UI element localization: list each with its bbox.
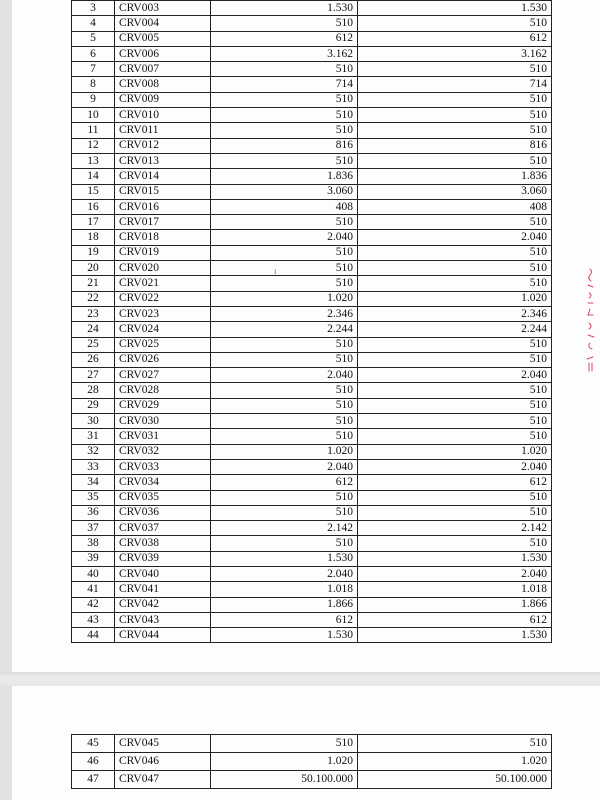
amount-cell: 612: [211, 475, 358, 490]
document-page-1: [12, 0, 600, 672]
code-cell: CRV011: [115, 123, 211, 138]
code-cell: CRV017: [115, 215, 211, 230]
data-table-page-2: [71, 734, 552, 789]
handwritten-annotation-icon: [580, 265, 598, 375]
row-number-cell: 31: [72, 429, 115, 444]
amount-cell: 510: [211, 505, 358, 520]
total-cell: 510: [358, 245, 552, 260]
row-number-cell: 40: [72, 566, 115, 581]
code-cell: CRV042: [115, 597, 211, 612]
table-row: [72, 459, 552, 474]
total-cell: 510: [358, 215, 552, 230]
total-cell: 612: [358, 475, 552, 490]
total-cell: 1.020: [358, 753, 552, 771]
table-row: [72, 536, 552, 551]
total-cell: 510: [358, 261, 552, 276]
table-row: [72, 475, 552, 490]
row-number-cell: 11: [72, 123, 115, 138]
table-row: [72, 414, 552, 429]
table-row: [72, 444, 552, 459]
code-cell: CRV038: [115, 536, 211, 551]
total-cell: 2.040: [358, 230, 552, 245]
code-cell: CRV022: [115, 291, 211, 306]
code-cell: CRV029: [115, 398, 211, 413]
row-number-cell: 19: [72, 245, 115, 260]
code-cell: CRV037: [115, 521, 211, 536]
table-row: [72, 199, 552, 214]
page-separator: [0, 672, 600, 686]
row-number-cell: 41: [72, 582, 115, 597]
code-cell: CRV014: [115, 169, 211, 184]
code-cell: CRV015: [115, 184, 211, 199]
total-cell: 1.020: [358, 444, 552, 459]
amount-cell: 1.020: [211, 753, 358, 771]
total-cell: 1.836: [358, 169, 552, 184]
table-row: [72, 735, 552, 753]
amount-cell: 510: [211, 261, 358, 276]
total-cell: 2.040: [358, 368, 552, 383]
row-number-cell: 17: [72, 215, 115, 230]
total-cell: 510: [358, 352, 552, 367]
row-number-cell: 13: [72, 153, 115, 168]
table-row: [72, 628, 552, 643]
table-row: [72, 291, 552, 306]
code-cell: CRV045: [115, 735, 211, 753]
row-number-cell: 28: [72, 383, 115, 398]
amount-cell: 510: [211, 352, 358, 367]
table-row: [72, 77, 552, 92]
row-number-cell: 24: [72, 322, 115, 337]
total-cell: 612: [358, 31, 552, 46]
amount-cell: 510: [211, 735, 358, 753]
row-number-cell: 35: [72, 490, 115, 505]
total-cell: 816: [358, 138, 552, 153]
total-cell: 1.530: [358, 628, 552, 643]
row-number-cell: 8: [72, 77, 115, 92]
table-row: [72, 184, 552, 199]
amount-cell: 510: [211, 490, 358, 505]
total-cell: 510: [358, 62, 552, 77]
code-cell: CRV023: [115, 306, 211, 321]
amount-cell: 510: [211, 276, 358, 291]
row-number-cell: 30: [72, 414, 115, 429]
code-cell: CRV008: [115, 77, 211, 92]
code-cell: CRV047: [115, 771, 211, 789]
row-number-cell: 16: [72, 199, 115, 214]
data-table-page-1: [71, 0, 552, 643]
total-cell: 1.530: [358, 551, 552, 566]
code-cell: CRV044: [115, 628, 211, 643]
code-cell: CRV025: [115, 337, 211, 352]
amount-cell: 2.142: [211, 521, 358, 536]
table-row: [72, 306, 552, 321]
table-row: [72, 16, 552, 31]
amount-cell: 2.040: [211, 459, 358, 474]
total-cell: 1.018: [358, 582, 552, 597]
total-cell: 510: [358, 505, 552, 520]
table-row: [72, 169, 552, 184]
row-number-cell: 38: [72, 536, 115, 551]
table-row: [72, 108, 552, 123]
table-row: [72, 753, 552, 771]
amount-cell: 510: [211, 245, 358, 260]
code-cell: CRV027: [115, 368, 211, 383]
code-cell: CRV043: [115, 612, 211, 627]
total-cell: 50.100.000: [358, 771, 552, 789]
amount-cell: 510: [211, 398, 358, 413]
code-cell: CRV005: [115, 31, 211, 46]
total-cell: 510: [358, 337, 552, 352]
amount-cell: 1.836: [211, 169, 358, 184]
code-cell: CRV040: [115, 566, 211, 581]
table-row: [72, 31, 552, 46]
row-number-cell: 29: [72, 398, 115, 413]
amount-cell: 510: [211, 429, 358, 444]
total-cell: 510: [358, 414, 552, 429]
amount-cell: 510: [211, 383, 358, 398]
row-number-cell: 10: [72, 108, 115, 123]
code-cell: CRV009: [115, 92, 211, 107]
amount-cell: 1.866: [211, 597, 358, 612]
code-cell: CRV032: [115, 444, 211, 459]
table-row: [72, 521, 552, 536]
total-cell: 3.162: [358, 46, 552, 61]
code-cell: CRV041: [115, 582, 211, 597]
total-cell: 510: [358, 123, 552, 138]
total-cell: 1.866: [358, 597, 552, 612]
table-row: [72, 138, 552, 153]
table-body-page-2: [72, 735, 552, 789]
table-row: [72, 215, 552, 230]
total-cell: 510: [358, 398, 552, 413]
row-number-cell: 36: [72, 505, 115, 520]
amount-cell: 1.530: [211, 628, 358, 643]
amount-cell: 1.530: [211, 551, 358, 566]
amount-cell: 2.244: [211, 322, 358, 337]
amount-cell: 2.040: [211, 368, 358, 383]
total-cell: 408: [358, 199, 552, 214]
amount-cell: 1.018: [211, 582, 358, 597]
row-number-cell: 22: [72, 291, 115, 306]
code-cell: CRV007: [115, 62, 211, 77]
code-cell: CRV036: [115, 505, 211, 520]
amount-cell: 3.060: [211, 184, 358, 199]
table-row: [72, 582, 552, 597]
amount-cell: 510: [211, 536, 358, 551]
row-number-cell: 32: [72, 444, 115, 459]
table-row: [72, 383, 552, 398]
row-number-cell: 15: [72, 184, 115, 199]
amount-cell: 612: [211, 31, 358, 46]
total-cell: 510: [358, 383, 552, 398]
table-row: [72, 429, 552, 444]
table-row: [72, 490, 552, 505]
row-number-cell: 34: [72, 475, 115, 490]
total-cell: 510: [358, 536, 552, 551]
row-number-cell: 39: [72, 551, 115, 566]
table-row: [72, 505, 552, 520]
table-row: [72, 771, 552, 789]
amount-cell: 510: [211, 108, 358, 123]
code-cell: CRV021: [115, 276, 211, 291]
amount-cell: 510: [211, 62, 358, 77]
total-cell: 612: [358, 612, 552, 627]
row-number-cell: 4: [72, 16, 115, 31]
code-cell: CRV030: [115, 414, 211, 429]
row-number-cell: 7: [72, 62, 115, 77]
total-cell: 2.040: [358, 566, 552, 581]
table-row: [72, 62, 552, 77]
total-cell: 510: [358, 108, 552, 123]
amount-cell: 510: [211, 92, 358, 107]
total-cell: 510: [358, 490, 552, 505]
total-cell: 510: [358, 429, 552, 444]
row-number-cell: 27: [72, 368, 115, 383]
total-cell: 3.060: [358, 184, 552, 199]
table-row: [72, 1, 552, 16]
amount-cell: 50.100.000: [211, 771, 358, 789]
row-number-cell: 26: [72, 352, 115, 367]
amount-cell: 3.162: [211, 46, 358, 61]
table-row: [72, 352, 552, 367]
total-cell: 510: [358, 153, 552, 168]
amount-cell: 510: [211, 123, 358, 138]
scan-speck: ı: [274, 266, 277, 276]
total-cell: 2.040: [358, 459, 552, 474]
row-number-cell: 21: [72, 276, 115, 291]
amount-cell: 510: [211, 153, 358, 168]
table-row: [72, 92, 552, 107]
row-number-cell: 47: [72, 771, 115, 789]
amount-cell: 510: [211, 215, 358, 230]
table-row: [72, 551, 552, 566]
code-cell: CRV039: [115, 551, 211, 566]
amount-cell: 1.020: [211, 444, 358, 459]
table-row: [72, 322, 552, 337]
code-cell: CRV012: [115, 138, 211, 153]
row-number-cell: 33: [72, 459, 115, 474]
row-number-cell: 25: [72, 337, 115, 352]
row-number-cell: 9: [72, 92, 115, 107]
code-cell: CRV010: [115, 108, 211, 123]
amount-cell: 408: [211, 199, 358, 214]
table-row: [72, 46, 552, 61]
row-number-cell: 46: [72, 753, 115, 771]
row-number-cell: 3: [72, 1, 115, 16]
row-number-cell: 37: [72, 521, 115, 536]
table-body-page-1: [72, 1, 552, 643]
code-cell: CRV024: [115, 322, 211, 337]
amount-cell: 1.530: [211, 1, 358, 16]
total-cell: 714: [358, 77, 552, 92]
table-row: [72, 566, 552, 581]
amount-cell: 2.346: [211, 306, 358, 321]
document-page-2: [12, 686, 600, 800]
table-row: [72, 276, 552, 291]
total-cell: 1.020: [358, 291, 552, 306]
code-cell: CRV004: [115, 16, 211, 31]
amount-cell: 510: [211, 337, 358, 352]
total-cell: 510: [358, 276, 552, 291]
amount-cell: 510: [211, 414, 358, 429]
total-cell: 510: [358, 16, 552, 31]
row-number-cell: 45: [72, 735, 115, 753]
table-row: [72, 261, 552, 276]
total-cell: 510: [358, 735, 552, 753]
code-cell: CRV028: [115, 383, 211, 398]
code-cell: CRV018: [115, 230, 211, 245]
total-cell: 1.530: [358, 1, 552, 16]
code-cell: CRV003: [115, 1, 211, 16]
code-cell: CRV034: [115, 475, 211, 490]
total-cell: 2.244: [358, 322, 552, 337]
table-row: [72, 123, 552, 138]
table-row: [72, 398, 552, 413]
code-cell: CRV020: [115, 261, 211, 276]
amount-cell: 612: [211, 612, 358, 627]
amount-cell: 1.020: [211, 291, 358, 306]
table-row: [72, 612, 552, 627]
row-number-cell: 12: [72, 138, 115, 153]
row-number-cell: 14: [72, 169, 115, 184]
code-cell: CRV031: [115, 429, 211, 444]
row-number-cell: 6: [72, 46, 115, 61]
amount-cell: 816: [211, 138, 358, 153]
code-cell: CRV016: [115, 199, 211, 214]
code-cell: CRV035: [115, 490, 211, 505]
table-row: [72, 245, 552, 260]
code-cell: CRV006: [115, 46, 211, 61]
total-cell: 510: [358, 92, 552, 107]
row-number-cell: 43: [72, 612, 115, 627]
table-row: [72, 368, 552, 383]
row-number-cell: 23: [72, 306, 115, 321]
table-row: [72, 230, 552, 245]
row-number-cell: 5: [72, 31, 115, 46]
amount-cell: 2.040: [211, 566, 358, 581]
code-cell: CRV046: [115, 753, 211, 771]
amount-cell: 2.040: [211, 230, 358, 245]
code-cell: CRV033: [115, 459, 211, 474]
amount-cell: 714: [211, 77, 358, 92]
code-cell: CRV026: [115, 352, 211, 367]
table-row: [72, 597, 552, 612]
amount-cell: 510: [211, 16, 358, 31]
table-row: [72, 337, 552, 352]
code-cell: CRV019: [115, 245, 211, 260]
row-number-cell: 20: [72, 261, 115, 276]
table-row: [72, 153, 552, 168]
code-cell: CRV013: [115, 153, 211, 168]
total-cell: 2.142: [358, 521, 552, 536]
total-cell: 2.346: [358, 306, 552, 321]
row-number-cell: 42: [72, 597, 115, 612]
row-number-cell: 18: [72, 230, 115, 245]
row-number-cell: 44: [72, 628, 115, 643]
